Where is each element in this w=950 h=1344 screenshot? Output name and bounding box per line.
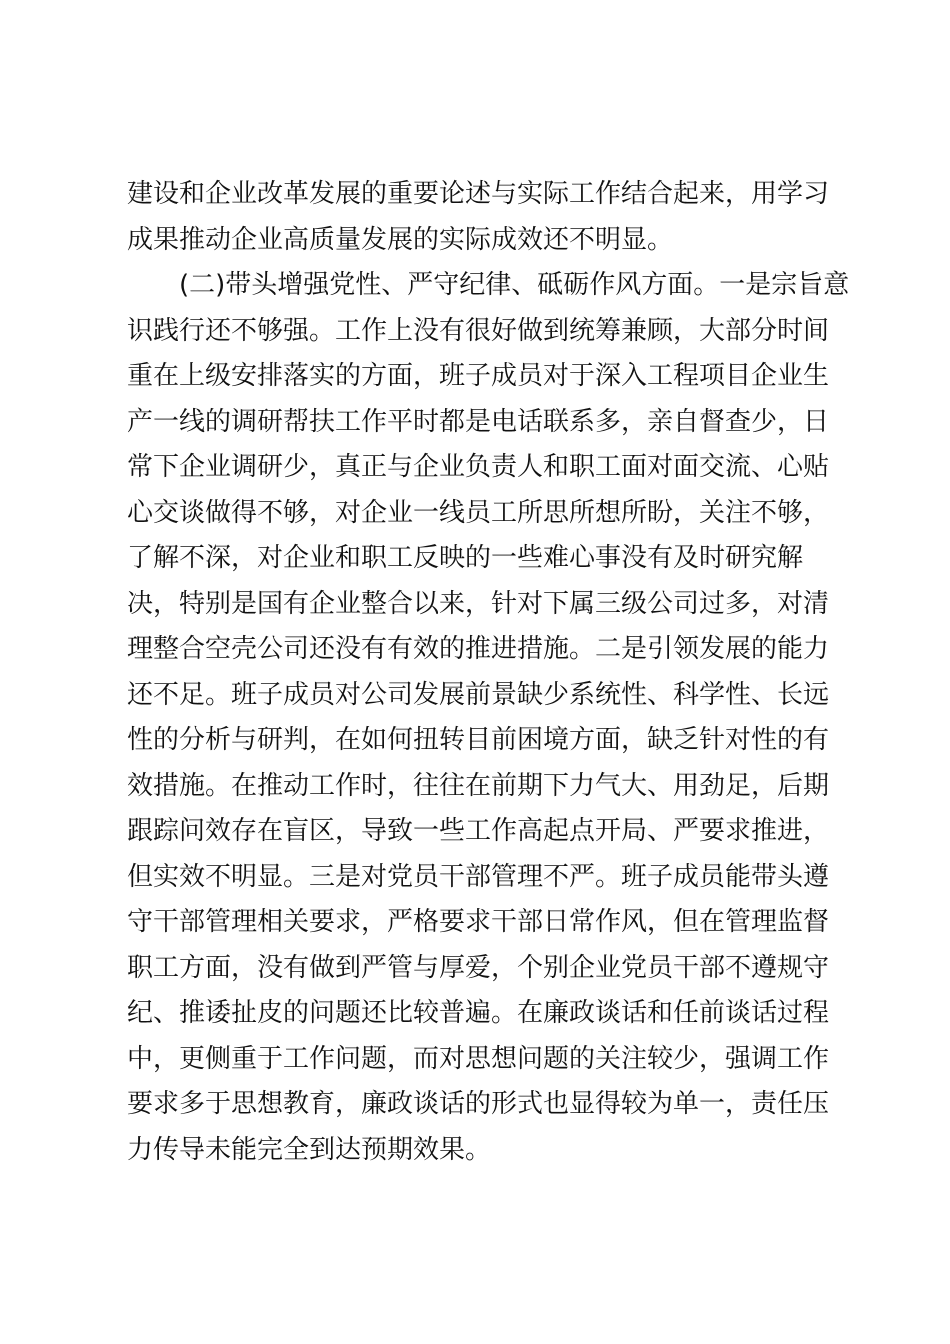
text-line: 建设和企业改革发展的重要论述与实际工作结合起来，用学习 <box>127 179 830 209</box>
text-line: 中，更侧重于工作问题，而对思想问题的关注较少，强调工作 <box>127 1043 830 1074</box>
text-line: 守干部管理相关要求，严格要求干部日常作风，但在管理监督 <box>127 907 830 937</box>
body-text <box>127 172 850 1173</box>
text-line: 要求多于思想教育，廉政谈话的形式也显得较为单一，责任压 <box>127 1089 830 1119</box>
text-line: 决，特别是国有企业整合以来，针对下属三级公司过多，对清 <box>127 588 830 619</box>
text-line: 心交谈做得不够，对企业一线员工所思所想所盼，关注不够， <box>127 497 830 528</box>
text-line: 纪、推诿扯皮的问题还比较普遍。在廉政谈话和任前谈话过程 <box>127 998 830 1028</box>
text-line: 性的分析与研判，在如何扭转目前困境方面，缺乏针对性的有 <box>127 725 830 755</box>
text-line: 职工方面，没有做到严管与厚爱，个别企业党员干部不遵规守 <box>127 952 830 983</box>
text-line: 常下企业调研少，真正与企业负责人和职工面对面交流、心贴 <box>127 452 830 482</box>
text-line: 力传导未能完全到达预期效果。 <box>127 1134 492 1165</box>
text-line: 识践行还不够强。工作上没有很好做到统筹兼顾，大部分时间 <box>127 315 830 346</box>
text-line: 但实效不明显。三是对党员干部管理不严。班子成员能带头遵 <box>127 861 830 892</box>
text-line: 重在上级安排落实的方面，班子成员对于深入工程项目企业生 <box>127 361 830 391</box>
section-heading-line: (二)带头增强党性、严守纪律、砥砺作风方面。一是宗旨意 <box>179 270 850 300</box>
text-line: 产一线的调研帮扶工作平时都是电话联系多，亲自督查少，日 <box>127 406 830 437</box>
text-line: 跟踪问效存在盲区，导致一些工作高起点开局、严要求推进， <box>127 816 830 846</box>
text-line: 了解不深，对企业和职工反映的一些难心事没有及时研究解 <box>127 543 804 573</box>
text-line: 理整合空壳公司还没有有效的推进措施。二是引领发展的能力 <box>127 634 830 664</box>
text-line: 效措施。在推动工作时，往往在前期下力气大、用劲足，后期 <box>127 770 830 801</box>
text-line: 还不足。班子成员对公司发展前景缺少系统性、科学性、长远 <box>127 679 830 710</box>
text-line: 成果推动企业高质量发展的实际成效还不明显。 <box>127 224 674 255</box>
